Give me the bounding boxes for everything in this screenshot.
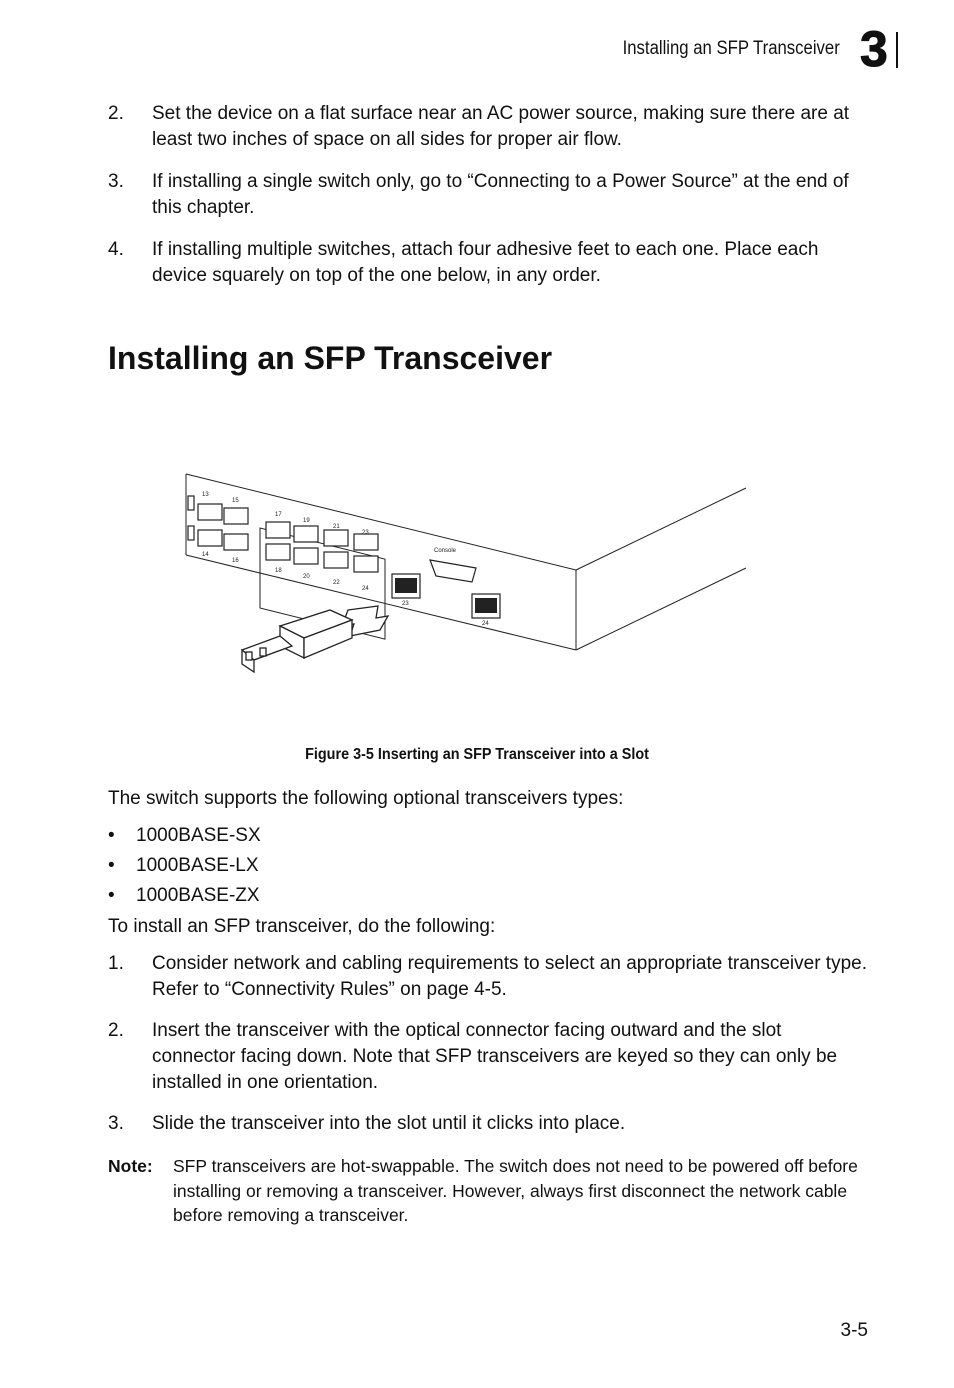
console-label: Console: [434, 548, 457, 554]
optical-port: [246, 652, 252, 660]
chapter-tab: [858, 21, 898, 77]
list-item-bullet: [108, 885, 260, 907]
port-label: 22: [333, 580, 340, 586]
step-text: If installing multiple switches, attach four adhesive feet to each one. Place each device squarely on top of the one below, in any order.: [152, 239, 819, 286]
rj45-port: [198, 530, 222, 546]
section-title: Installing an SFP Transceiver: [108, 340, 553, 376]
step-number: 4.: [108, 239, 124, 260]
list-item-install-1: [108, 951, 868, 1003]
list-item-step-3: [108, 169, 868, 221]
optical-port: [260, 648, 266, 656]
step-number: 2.: [108, 1020, 124, 1041]
step-text: Consider network and cabling requirements to select an appropriate transceiver type. Refer to “Connectivity Rules” on page 4-5.: [152, 953, 867, 1000]
step-text: Set the device on a flat surface near an AC power source, making sure there are at least two inches of space on all sides for proper air flow.: [152, 103, 850, 150]
chapter-tab-bar: [896, 32, 898, 68]
slot-label: 23: [402, 601, 409, 607]
rj45-port: [266, 544, 290, 560]
figure-caption: Figure 3-5 Inserting an SFP Transceiver into a Slot: [305, 746, 649, 763]
running-header: Installing an SFP Transceiver: [622, 38, 840, 59]
rj45-port: [294, 526, 318, 542]
port-label: 14: [202, 552, 209, 558]
step-number: 3.: [108, 1113, 124, 1134]
step-number: 3.: [108, 171, 124, 192]
note-label: Note:: [108, 1156, 153, 1176]
bullet-text: 1000BASE-ZX: [136, 885, 260, 906]
install-intro: To install an SFP transceiver, do the following:: [108, 916, 496, 937]
bullet-icon: •: [108, 855, 115, 876]
port-label: 13: [202, 492, 209, 498]
sfp-insertion-illustration: [180, 460, 760, 690]
intro-paragraph: The switch supports the following optional transceivers types:: [108, 788, 624, 809]
slot-label: 24: [482, 621, 489, 627]
rj45-port: [266, 522, 290, 538]
bullet-icon: •: [108, 885, 115, 906]
rj45-port: [324, 530, 348, 546]
port-label: 20: [303, 574, 310, 580]
port-label: 18: [275, 568, 282, 574]
step-text: Insert the transceiver with the optical connector facing outward and the slot connector facing down. Note that SFP transceivers are keyed so they can only be installed in one orientation.: [152, 1020, 838, 1093]
switch-right-edge: [576, 568, 746, 650]
rj45-port: [224, 534, 248, 550]
port-label: 21: [333, 524, 340, 530]
chapter-number: 3: [860, 21, 888, 77]
switch-bottom-edge: [186, 555, 576, 650]
page-number: 3-5: [840, 1320, 868, 1341]
sfp-slot-opening: [395, 578, 417, 593]
list-item-bullet: [108, 855, 259, 877]
list-item-install-3: [108, 1111, 868, 1137]
list-item-install-2: [108, 1018, 868, 1096]
step-number: 2.: [108, 103, 124, 124]
port-label: 17: [275, 512, 282, 518]
rj45-port: [198, 504, 222, 520]
step-text: Slide the transceiver into the slot until it clicks into place.: [152, 1113, 626, 1134]
rj45-port: [188, 526, 194, 540]
step-text: If installing a single switch only, go to “Connecting to a Power Source” at the end of this chapter.: [152, 171, 849, 218]
rj45-port: [294, 548, 318, 564]
console-port: [430, 560, 476, 582]
rj45-port: [188, 496, 194, 510]
port-label: 23: [362, 530, 369, 536]
bullet-icon: •: [108, 825, 115, 846]
sfp-slot-opening: [475, 598, 497, 613]
rj45-port: [354, 534, 378, 550]
note-block: [108, 1154, 868, 1228]
list-item-bullet: [108, 825, 261, 847]
switch-top-edge: [576, 488, 746, 570]
bullet-text: 1000BASE-SX: [136, 825, 261, 846]
list-item-step-2: [108, 101, 868, 153]
rj45-port: [324, 552, 348, 568]
port-label: 16: [232, 558, 239, 564]
port-label: 15: [232, 498, 239, 504]
note-text: SFP transceivers are hot-swappable. The switch does not need to be powered off before installing or removing a transceiver. However, always first disconnect the network cable before removing a transceiver.: [173, 1156, 858, 1225]
port-label: 24: [362, 586, 369, 592]
rj45-port: [224, 508, 248, 524]
step-number: 1.: [108, 953, 124, 974]
port-label: 19: [303, 518, 310, 524]
bullet-text: 1000BASE-LX: [136, 855, 259, 876]
list-item-step-4: [108, 237, 868, 289]
rj45-port: [354, 556, 378, 572]
